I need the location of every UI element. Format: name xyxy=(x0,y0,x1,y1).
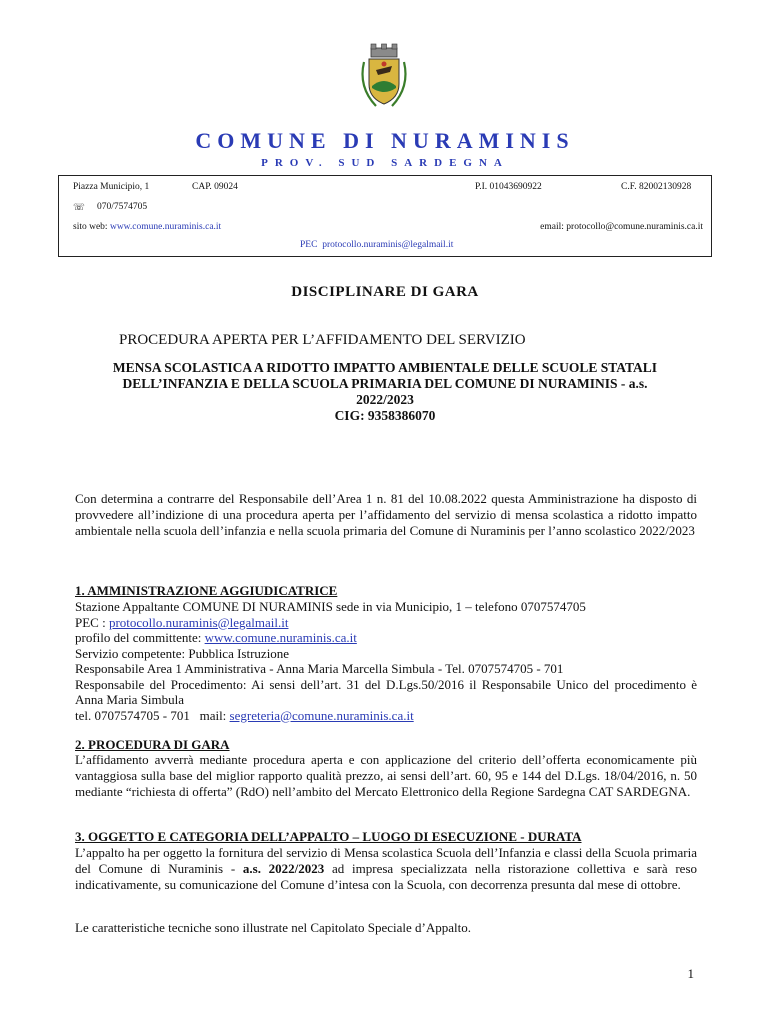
s1-profilo-label: profilo del committente: xyxy=(75,630,202,645)
subject-block xyxy=(95,360,675,424)
web-link[interactable]: www.comune.nuraminis.ca.it xyxy=(109,222,222,232)
s1-mail-label: mail: xyxy=(199,707,227,723)
cig-code: CIG: 9358386070 xyxy=(334,408,436,423)
s3-text-a: L’appalto ha per oggetto la fornitura del servizio di Mensa scolastica Scuola dell’Infanzia e classi della Scuola primaria del Comune di Nuraminis - xyxy=(75,845,697,876)
phone-icon: ☏ xyxy=(73,203,85,213)
s1-pec-link[interactable]: protocollo.nuraminis@legalmail.it xyxy=(108,614,289,630)
s1-resp-area: Responsabile Area 1 Amministrativa - Anna Maria Marcella Simbula - Tel. 0707574705 - 701 xyxy=(75,661,564,676)
document-title: DISCIPLINARE DI GARA xyxy=(291,284,479,300)
section-3-body xyxy=(75,845,697,893)
procedure-line: PROCEDURA APERTA PER L’AFFIDAMENTO DEL SERVIZIO xyxy=(119,332,526,348)
s1-resp-proc: Responsabile del Procedimento: Ai sensi dell’art. 31 del D.Lgs.50/2016 il Responsabile Unico del procedimento è Anna Maria Simbula xyxy=(75,676,697,707)
email-link[interactable]: protocollo@comune.nuraminis.ca.it xyxy=(566,222,703,232)
page-number: 1 xyxy=(687,966,694,981)
s1-line-1: Stazione Appaltante COMUNE DI NURAMINIS sede in via Municipio, 1 – telefono 0707574705 xyxy=(75,599,586,614)
web-label: sito web: xyxy=(73,222,108,232)
s3-text-b: ad impresa specializzata nella ristorazione collettiva e sarà reso indicativamente, su comunicazione del Comune d’intesa con la Scuola, con decorrenza presunta dal mese di ottobre. xyxy=(75,861,698,892)
section-2-body: L’affidamento avverrà mediante procedura aperta e con applicazione del criterio dell’offerta economicamente più vantaggiosa sulla base del miglior rapporto qualità prezzo, ai sensi dell’art. 60, 95 e 144 del D.Lgs. 18/04/2016, n. 50 mediante “richiesta di offerta” (RdO) nell’ambito del Mercato Elettronico della Regione Sardegna CAT SARDEGNA. xyxy=(75,752,697,799)
partita-iva: P.I. 01043690922 xyxy=(475,182,542,192)
section-3-note: Le caratteristiche tecniche sono illustrate nel Capitolato Speciale d’Appalto. xyxy=(75,920,471,935)
codice-fiscale: C.F. 82002130928 xyxy=(621,182,692,192)
section-3-heading: 3. OGGETTO E CATEGORIA DELL’APPALTO – LUOGO DI ESECUZIONE - DURATA xyxy=(75,829,582,844)
pec-link[interactable]: protocollo.nuraminis@legalmail.it xyxy=(322,240,454,250)
coat-of-arms-icon xyxy=(356,42,412,112)
cap: CAP. 09024 xyxy=(192,182,238,192)
section-1-heading: 1. AMMINISTRAZIONE AGGIUDICATRICE xyxy=(75,583,338,598)
section-2-heading: 2. PROCEDURA DI GARA xyxy=(75,737,230,752)
section-1-body xyxy=(75,599,697,723)
s3-text-bold: a.s. 2022/2023 xyxy=(242,861,325,876)
email-label: email: xyxy=(540,222,564,232)
contact-box xyxy=(58,175,712,257)
pec-label: PEC xyxy=(300,240,318,250)
address: Piazza Municipio, 1 xyxy=(73,182,150,192)
s1-servizio: Servizio competente: Pubblica Istruzione xyxy=(75,645,290,661)
s1-profilo-link[interactable]: www.comune.nuraminis.ca.it xyxy=(204,630,357,645)
s1-mail-link[interactable]: segreteria@comune.nuraminis.ca.it xyxy=(229,707,414,723)
provincia-label: PROV. SUD SARDEGNA xyxy=(261,157,509,169)
comune-title: COMUNE DI NURAMINIS xyxy=(195,128,575,153)
subject-text: MENSA SCOLASTICA A RIDOTTO IMPATTO AMBIENTALE DELLE SCUOLE STATALI DELL’INFANZIA E DELLA SCUOLA PRIMARIA DEL COMUNE DI NURAMINIS - a.s. 2022/2023 xyxy=(112,360,658,407)
s1-pec-label: PEC : xyxy=(75,614,106,630)
intro-paragraph: Con determina a contrarre del Responsabile dell’Area 1 n. 81 del 10.08.2022 questa Amministrazione ha disposto di provvedere all’indizione di una procedura aperta per l’affidamento del servizio di mensa scolastica a ridotto impatto ambientale nella scuola dell’infanzia e nella scuola primaria del Comune di Nuraminis per l’anno scolastico 2022/2023 xyxy=(75,491,697,538)
s1-tel: tel. 0707574705 - 701 xyxy=(75,707,190,723)
phone-number: 070/7574705 xyxy=(97,202,148,212)
